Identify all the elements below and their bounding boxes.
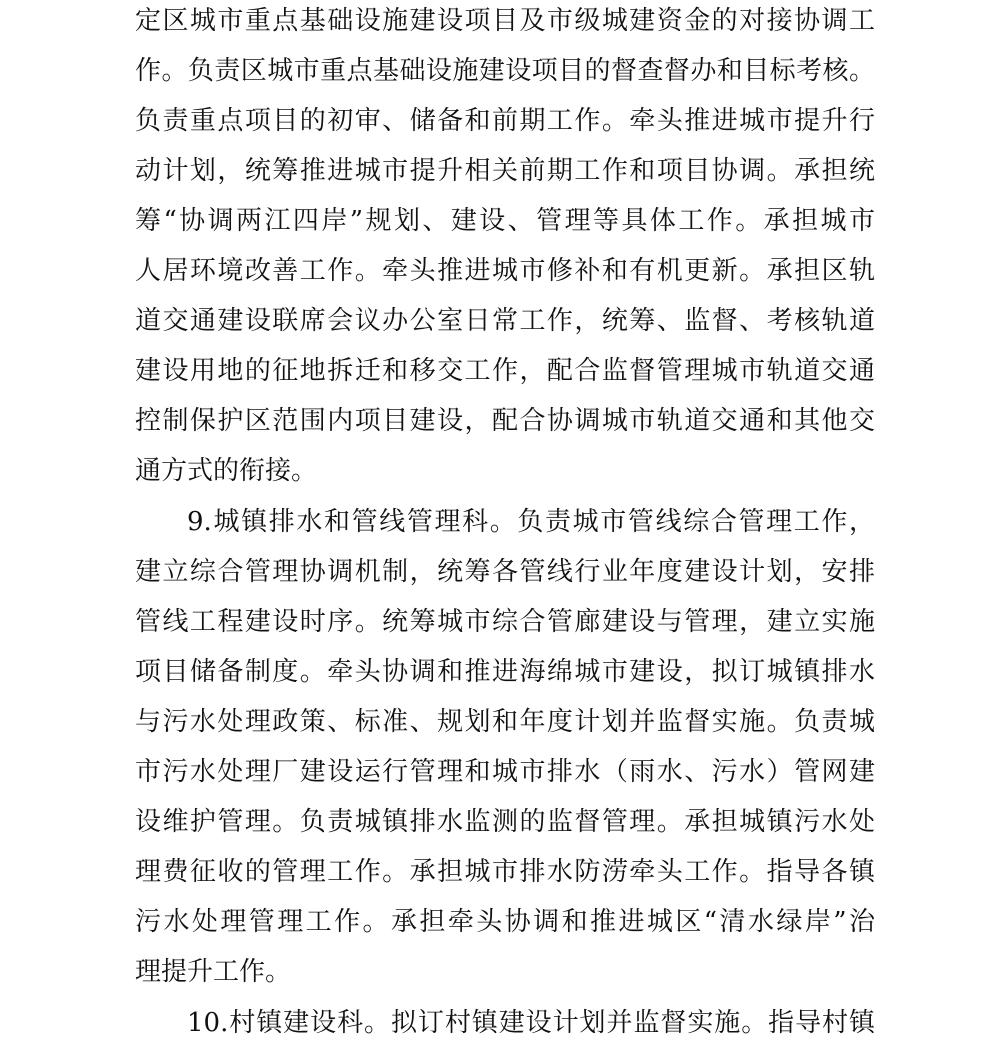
text-line: 筹“协调两江四岸”规划、建设、管理等具体工作。承担城市 [135, 206, 875, 236]
text-line: 建设用地的征地拆迁和移交工作，配合监督管理城市轨道交通 [135, 356, 875, 386]
text-line: 理费征收的管理工作。承担城市排水防涝牵头工作。指导各镇 [135, 857, 875, 887]
text-line: 动计划，统筹推进城市提升相关前期工作和项目协调。承担统 [135, 156, 875, 186]
text-line: 设维护管理。负责城镇排水监测的监督管理。承担城镇污水处 [135, 807, 875, 837]
text-line: 市污水处理厂建设运行管理和城市排水（雨水、污水）管网建 [135, 757, 875, 787]
text-line: 控制保护区范围内项目建设，配合协调城市轨道交通和其他交 [135, 406, 875, 436]
text-line: 作。负责区城市重点基础设施建设项目的督查督办和目标考核。 [135, 56, 875, 86]
text-line: 通方式的衔接。 [135, 456, 318, 486]
text-line: 人居环境改善工作。牵头推进城市修补和有机更新。承担区轨 [135, 256, 875, 286]
text-line: 负责重点项目的初审、储备和前期工作。牵头推进城市提升行 [135, 106, 875, 136]
text-line: 道交通建设联席会议办公室日常工作，统筹、监督、考核轨道 [135, 306, 875, 336]
text-line: 污水处理管理工作。承担牵头协调和推进城区“清水绿岸”治 [135, 907, 875, 937]
text-line: 定区城市重点基础设施建设项目及市级城建资金的对接协调工 [135, 6, 875, 36]
text-line: 与污水处理政策、标准、规划和年度计划并监督实施。负责城 [135, 707, 875, 737]
text-line: 建立综合管理协调机制，统筹各管线行业年度建设计划，安排 [135, 557, 875, 587]
text-line: 理提升工作。 [135, 957, 292, 987]
text-line: 管线工程建设时序。统筹城市综合管廊建设与管理，建立实施 [135, 607, 875, 637]
section-heading-line: 9.城镇排水和管线管理科。负责城市管线综合管理工作， [187, 507, 875, 537]
text-line: 项目储备制度。牵头协调和推进海绵城市建设，拟订城镇排水 [135, 657, 875, 687]
section-heading-line: 10.村镇建设科。拟订村镇建设计划并监督实施。指导村镇 [187, 1008, 875, 1038]
